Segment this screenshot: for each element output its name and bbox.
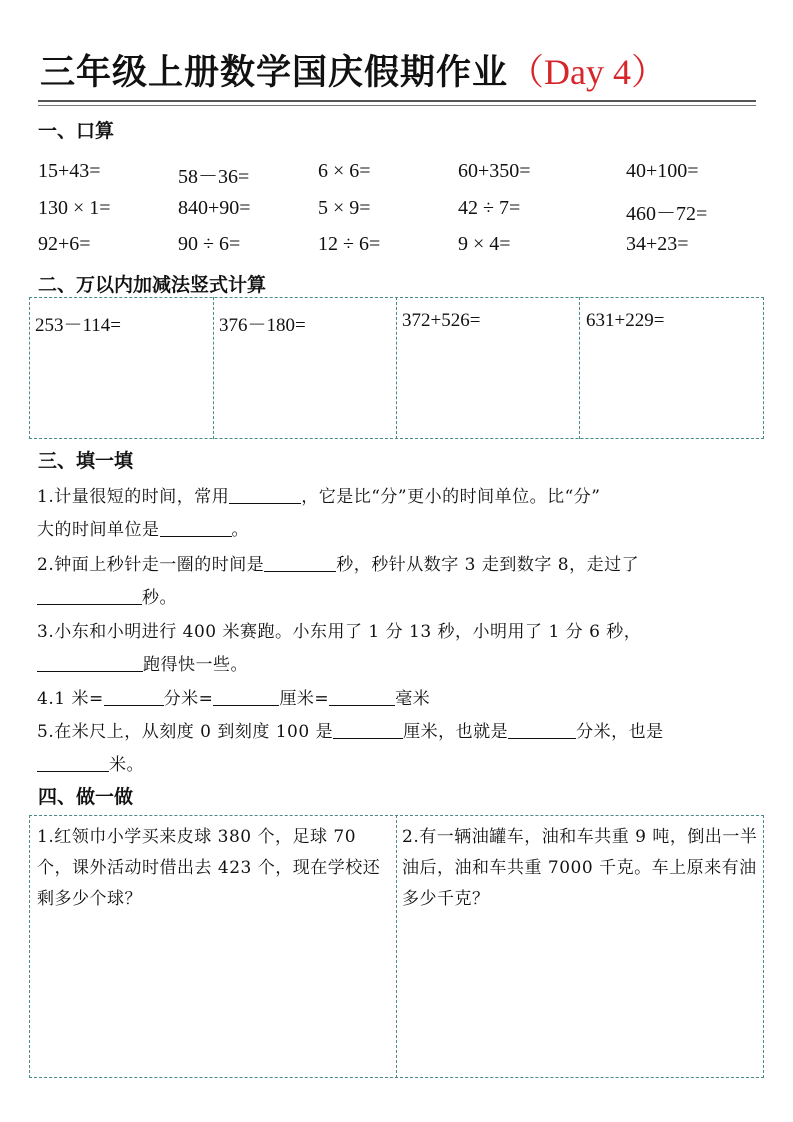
q4-text: 厘米= [279,689,330,709]
q5-text: 米。 [109,755,144,775]
oral-item: 6 × 6= [318,160,371,182]
answer-blank[interactable] [333,722,403,739]
oral-item: 58－36= [178,166,250,188]
q3-text: 跑得快一些。 [143,655,248,675]
oral-item: 92+6= [38,233,91,255]
oral-item: 9 × 4= [458,233,511,255]
column-divider [579,297,580,439]
title-day: （Day 4） [508,52,667,92]
oral-item: 130 × 1= [38,197,111,219]
answer-blank[interactable] [37,588,142,605]
oral-item: 460－72= [626,203,708,225]
vertical-problem: 253－114= [35,315,122,336]
oral-item: 15+43= [38,160,101,182]
page-title [40,44,755,94]
q2-text: 2.钟面上秒针走一圈的时间是 [37,555,265,575]
answer-blank[interactable] [104,689,164,706]
q4-text: 毫米 [395,689,431,709]
oral-item: 42 ÷ 7= [458,197,521,219]
q5-text: 5.在米尺上，从刻度 0 到刻度 100 是 [37,722,334,742]
fill-question-4 [37,684,430,709]
q2-text: 秒。 [142,588,177,608]
oral-item: 90 ÷ 6= [178,233,241,255]
q5-text: 厘米，也就是 [403,722,509,742]
title-rule-thick [38,100,756,102]
oral-item: 60+350= [458,160,531,182]
q1-text: 大的时间单位是 [37,520,160,540]
q1-text: 1.计量很短的时间，常用 [37,487,230,507]
oral-item: 40+100= [626,160,699,182]
answer-blank[interactable] [160,520,232,537]
section-heading-vertical: 二、万以内加减法竖式计算 [38,274,267,296]
section-heading-oral: 一、口算 [38,120,115,142]
fill-question-2-cont [37,583,177,608]
vertical-problem: 376－180= [219,315,306,336]
fill-question-5-cont [37,750,144,775]
answer-blank[interactable] [213,689,279,706]
oral-item: 840+90= [178,197,251,219]
answer-blank[interactable] [508,722,576,739]
fill-question-3 [37,617,641,642]
fill-question-1 [37,482,601,507]
vertical-problem: 631+229= [586,310,665,331]
column-divider [396,297,397,439]
oral-item: 12 ÷ 6= [318,233,381,255]
answer-blank[interactable] [37,755,109,772]
section-heading-fill: 三、填一填 [38,450,134,472]
fill-question-2 [37,550,639,575]
title-rule-thin [38,105,756,106]
word-problem-2: 2.有一辆油罐车，油和车共重 9 吨，倒出一半油后，油和车共重 7000 千克。车上原来有油多少千克？ [402,827,758,909]
fill-question-5 [37,717,664,742]
section-heading-problems: 四、做一做 [38,786,134,808]
vertical-problem: 372+526= [402,310,481,331]
q1-text: ，它是比“分”更小的时间单位。比“分” [301,487,601,507]
fill-question-3-cont [37,650,248,675]
q4-text: 分米= [163,689,214,709]
fill-question-1-cont [37,515,249,540]
oral-item: 5 × 9= [318,197,371,219]
q2-text: 秒，秒针从数字 3 走到数字 8，走过了 [336,555,640,575]
q1-text: 。 [231,520,249,540]
column-divider [213,297,214,439]
word-problem-1: 1.红领巾小学买来皮球 380 个，足球 70 个，课外活动时借出去 423 个，现在学校还剩多少个球？ [37,827,381,909]
answer-blank[interactable] [229,487,301,504]
answer-blank[interactable] [264,555,336,572]
column-divider [396,815,397,1078]
q5-text: 分米，也是 [576,722,664,742]
title-main: 三年级上册数学国庆假期作业 [40,53,509,93]
oral-item: 34+23= [626,233,689,255]
answer-blank[interactable] [37,655,143,672]
answer-blank[interactable] [329,689,395,706]
q3-text: 3.小东和小明进行 400 米赛跑。小东用了 1 分 13 秒，小明用了 1 分 6 秒， [37,622,642,642]
q4-text: 4.1 米= [37,689,104,709]
